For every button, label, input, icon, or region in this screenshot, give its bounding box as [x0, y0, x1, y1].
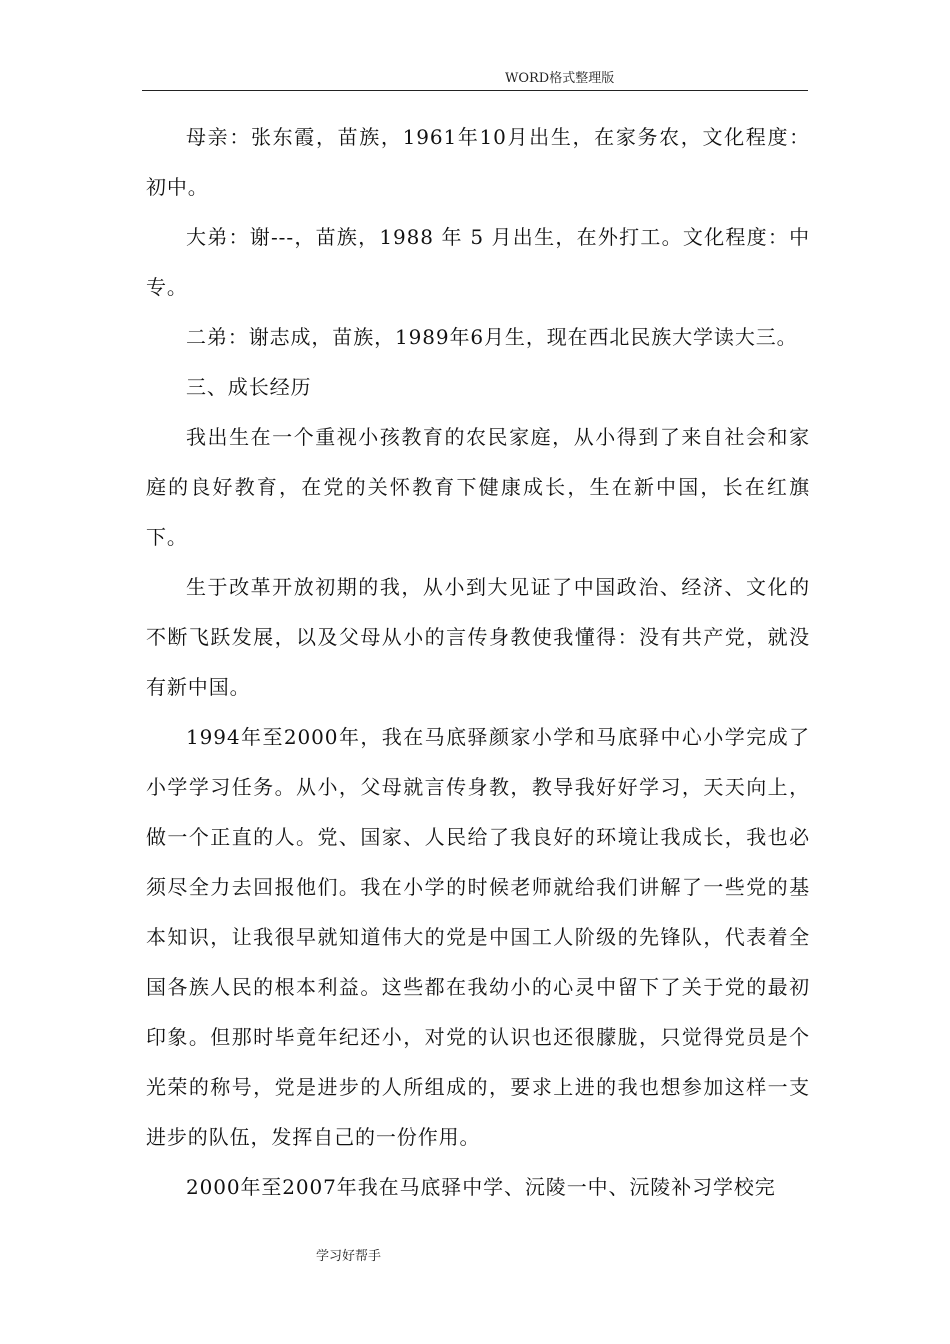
- document-body: [146, 112, 810, 1212]
- paragraph-primary-school: 1994年至2000年，我在马底驿颜家小学和马底驿中心小学完成了小学学习任务。从小，父母就言传身教，教导我好好学习，天天向上，做一个正直的人。党、国家、人民给了我良好的环境让我成长，我也必须尽全力去回报他们。我在小学的时候老师就给我们讲解了一些党的基本知识，让我很早就知道伟大的党是中国工人阶级的先锋队，代表着全国各族人民的根本利益。这些都在我幼小的心灵中留下了关于党的最初印象。但那时毕竟年纪还小，对党的认识也还很朦胧，只觉得党员是个光荣的称号，党是进步的人所组成的，要求上进的我也想参加这样一支进步的队伍，发挥自己的一份作用。: [146, 725, 810, 1149]
- paragraph-elder-brother: 大弟：谢---，苗族，1988 年 5 月出生，在外打工。文化程度：中专。: [146, 225, 810, 299]
- paragraph-mother: 母亲：张东霞，苗族，1961年10月出生，在家务农，文化程度：初中。: [146, 125, 810, 199]
- paragraph-secondary-school: 2000年至2007年我在马底驿中学、沅陵一中、沅陵补习学校完: [186, 1175, 776, 1199]
- section-heading-growth: 三、成长经历: [186, 375, 312, 399]
- page-footer-text: 学习好帮手: [316, 1249, 382, 1264]
- page-header-text: WORD格式整理版: [505, 71, 615, 86]
- paragraph-reform-era: 生于改革开放初期的我，从小到大见证了中国政治、经济、文化的不断飞跃发展，以及父母从小的言传身教使我懂得：没有共产党，就没有新中国。: [146, 575, 810, 699]
- paragraph-family-background: 我出生在一个重视小孩教育的农民家庭，从小得到了来自社会和家庭的良好教育，在党的关怀教育下健康成长，生在新中国，长在红旗下。: [146, 425, 810, 549]
- paragraph-second-brother: 二弟：谢志成，苗族，1989年6月生，现在西北民族大学读大三。: [186, 325, 798, 349]
- page-header-rule: [142, 70, 808, 91]
